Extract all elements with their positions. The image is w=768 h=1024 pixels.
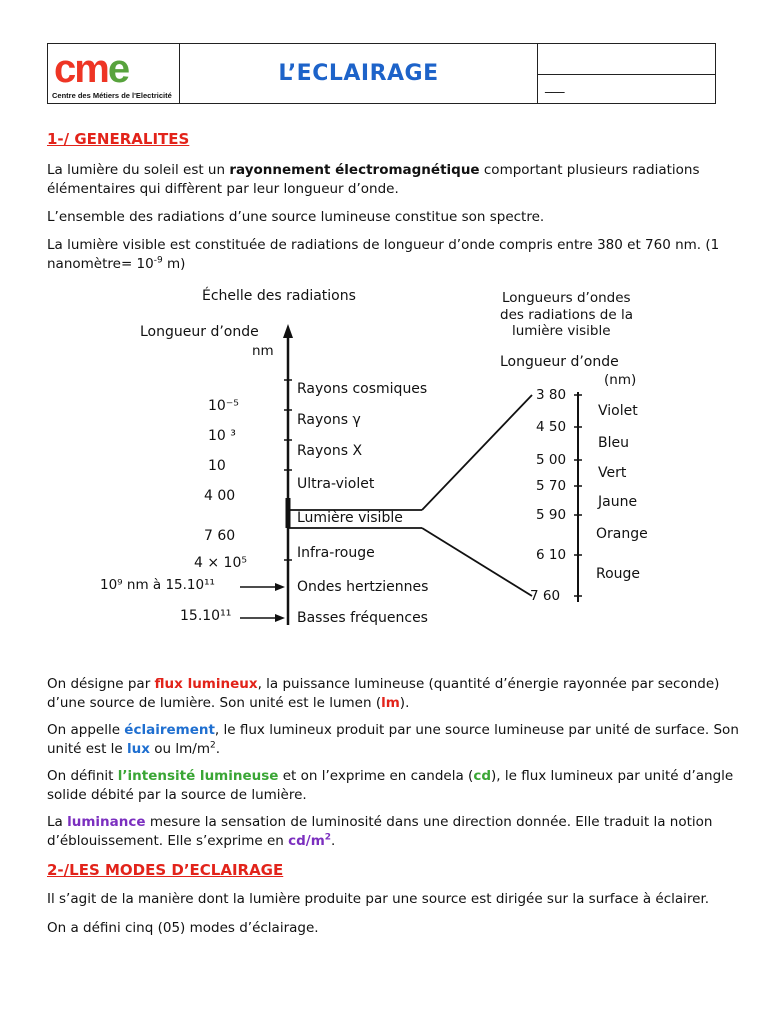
section-heading-generalites: 1-/ GENERALITES: [47, 130, 190, 148]
logo: [48, 44, 180, 103]
color-label: Vert: [598, 465, 627, 481]
logo-subtitle: Centre des Métiers de l'Electricité: [52, 91, 172, 100]
paragraph-intensite: On définit l’intensité lumineuse et on l’exprime en candela (cd), le flux lumineux par unité d’angle solide débité par la source de lumière.: [47, 768, 734, 803]
page-title: L’ECLAIRAGE: [278, 61, 439, 86]
paragraph-modes-definition: Il s’agit de la manière dont la lumière produite par une source est dirigée sur la surface à éclairer.: [47, 891, 710, 907]
band-label: Ondes hertziennes: [297, 579, 429, 595]
color-label: Jaune: [598, 494, 638, 510]
visible-tick-label: 4 50: [536, 419, 567, 435]
reference-top: [538, 44, 715, 75]
axis-label-wavelength: Longueur d’onde: [140, 324, 259, 340]
color-label: Orange: [596, 526, 648, 542]
right-axis-label: Longueur d’onde: [500, 354, 619, 370]
color-label: Violet: [598, 403, 638, 419]
paragraph-eclairement: On appelle éclairement, le flux lumineux produit par une source lumineuse par unité de surface. Son unité est le lux ou $lm/m^2$.: [47, 722, 739, 757]
visible-tick-label: 5 90: [536, 507, 567, 523]
reference-bottom: [538, 75, 715, 103]
axis-label-unit: nm: [252, 343, 274, 359]
band-label: Ultra-violet: [297, 476, 375, 492]
paragraph-visible-light: La lumière visible est constituée de radiations de longueur d’onde compris entre 380 et 760 nm. (1 nanomètre= $10^{-9}$ m): [47, 237, 720, 272]
right-axis-unit: (nm): [604, 372, 637, 388]
visible-tick-label: 7 60: [530, 588, 561, 604]
band-label: Lumière visible: [297, 510, 403, 526]
visible-tick-label: 3 80: [536, 387, 567, 403]
paragraph-flux: On désigne par flux lumineux, la puissance lumineuse (quantité d’énergie rayonnée par seconde) d’une source de lumière. Son unité est le lumen (lm).: [47, 676, 720, 711]
color-label: Rouge: [596, 566, 641, 582]
title-cell: [180, 44, 538, 103]
scale-label: 4 × 10⁵: [194, 555, 247, 571]
band-label: Infra-rouge: [297, 545, 375, 561]
band-label: Basses fréquences: [297, 610, 428, 626]
band-label: Rayons cosmiques: [297, 381, 428, 397]
visible-tick-label: 5 70: [536, 478, 567, 494]
paragraph-spectrum: L’ensemble des radiations d’une source lumineuse constitue son spectre.: [47, 209, 545, 225]
visible-tick-label: 5 00: [536, 452, 567, 468]
scale-label: 15.10¹¹: [180, 608, 232, 624]
logo-wordmark: cme: [54, 47, 129, 91]
band-label: Rayons X: [297, 443, 363, 459]
scale-label: 7 60: [204, 528, 236, 544]
scale-label: 10⁹ nm à 15.10¹¹: [100, 577, 215, 593]
paragraph-luminance: La luminance mesure la sensation de luminosité dans une direction donnée. Elle traduit la notion d’éblouissement. Elle s’exprime en $cd/m^2$.: [47, 814, 713, 849]
paragraph-modes-count: On a défini cinq (05) modes d’éclairage.: [47, 920, 319, 936]
reference-blank: ___: [545, 79, 565, 94]
scale-label: 10: [208, 458, 226, 474]
diagram-title-right-line: des radiations de la: [500, 307, 633, 323]
radiation-scale-diagram: [90, 280, 690, 630]
band-label: Rayons γ: [297, 412, 361, 428]
scale-label: 10 ³: [208, 428, 236, 444]
paragraph-sunlight: La lumière du soleil est un rayonnement électromagnétique comportant plusieurs radiations élémentaires qui diffèrent par leur longueur d’onde.: [47, 162, 700, 197]
reference-cell: [538, 44, 715, 103]
diagram-title-right-line: lumière visible: [512, 323, 611, 339]
scale-label: 4 00: [204, 488, 236, 504]
section-heading-modes: 2-/LES MODES D’ECLAIRAGE: [47, 861, 284, 879]
diagram-title-right-line: Longueurs d’ondes: [502, 290, 631, 306]
color-label: Bleu: [598, 435, 629, 451]
scale-label: 10⁻⁵: [208, 398, 239, 414]
diagram-title-left: Échelle des radiations: [202, 288, 356, 304]
visible-tick-label: 6 10: [536, 547, 567, 563]
document-header: [47, 43, 716, 104]
